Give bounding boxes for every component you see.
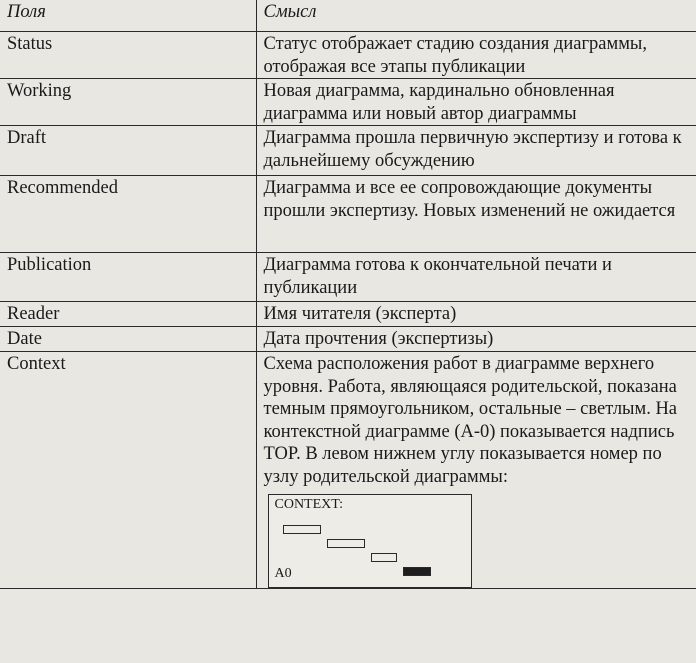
field-name: Context bbox=[0, 352, 256, 589]
context-node-label: A0 bbox=[274, 566, 292, 581]
table-row bbox=[0, 79, 696, 126]
field-meaning: Диаграмма готова к окончательной печати и публикации bbox=[256, 253, 696, 302]
table-row bbox=[0, 253, 696, 302]
field-meaning: Диаграмма прошла первичную экспертизу и готова к дальнейшему обсуждению bbox=[256, 126, 696, 176]
field-meaning: Новая диаграмма, кардинально обновленная диаграмма или новый автор диаграммы bbox=[256, 79, 696, 126]
table-row bbox=[0, 32, 696, 79]
context-diagram bbox=[268, 494, 472, 588]
table-row bbox=[0, 327, 696, 352]
context-node-box bbox=[283, 525, 321, 534]
header-field: Поля bbox=[0, 0, 256, 32]
field-meaning: Имя читателя (эксперта) bbox=[256, 302, 696, 327]
field-name: Draft bbox=[0, 126, 256, 176]
field-meaning-cell bbox=[256, 352, 696, 589]
field-meaning: Диаграмма и все ее сопровождающие документы прошли экспертизу. Новых изменений не ожидается bbox=[256, 176, 696, 253]
field-name: Recommended bbox=[0, 176, 256, 253]
table-row bbox=[0, 302, 696, 327]
field-name: Publication bbox=[0, 253, 256, 302]
field-meaning: Дата прочтения (экспертизы) bbox=[256, 327, 696, 352]
context-parent-box bbox=[403, 567, 431, 576]
field-name: Reader bbox=[0, 302, 256, 327]
field-meaning: Статус отображает стадию создания диаграммы, отображая все этапы публикации bbox=[256, 32, 696, 79]
table-header-row bbox=[0, 0, 696, 32]
table-row bbox=[0, 176, 696, 253]
field-name: Status bbox=[0, 32, 256, 79]
context-node-box bbox=[327, 539, 365, 548]
context-title: CONTEXT: bbox=[274, 497, 344, 512]
field-name: Date bbox=[0, 327, 256, 352]
context-node-box bbox=[371, 553, 397, 562]
field-name: Working bbox=[0, 79, 256, 126]
field-meaning: Схема расположения работ в диаграмме верхнего уровня. Работа, являющаяся родительской, показана темным прямоугольником, остальные – светлым. На контекстной диаграмме (А-0) показывается надпись TOP. В левом нижнем углу показывается номер по узлу родительской диаграммы: bbox=[263, 354, 678, 487]
table-row bbox=[0, 352, 696, 589]
table-row bbox=[0, 126, 696, 176]
header-meaning: Смысл bbox=[256, 0, 696, 32]
